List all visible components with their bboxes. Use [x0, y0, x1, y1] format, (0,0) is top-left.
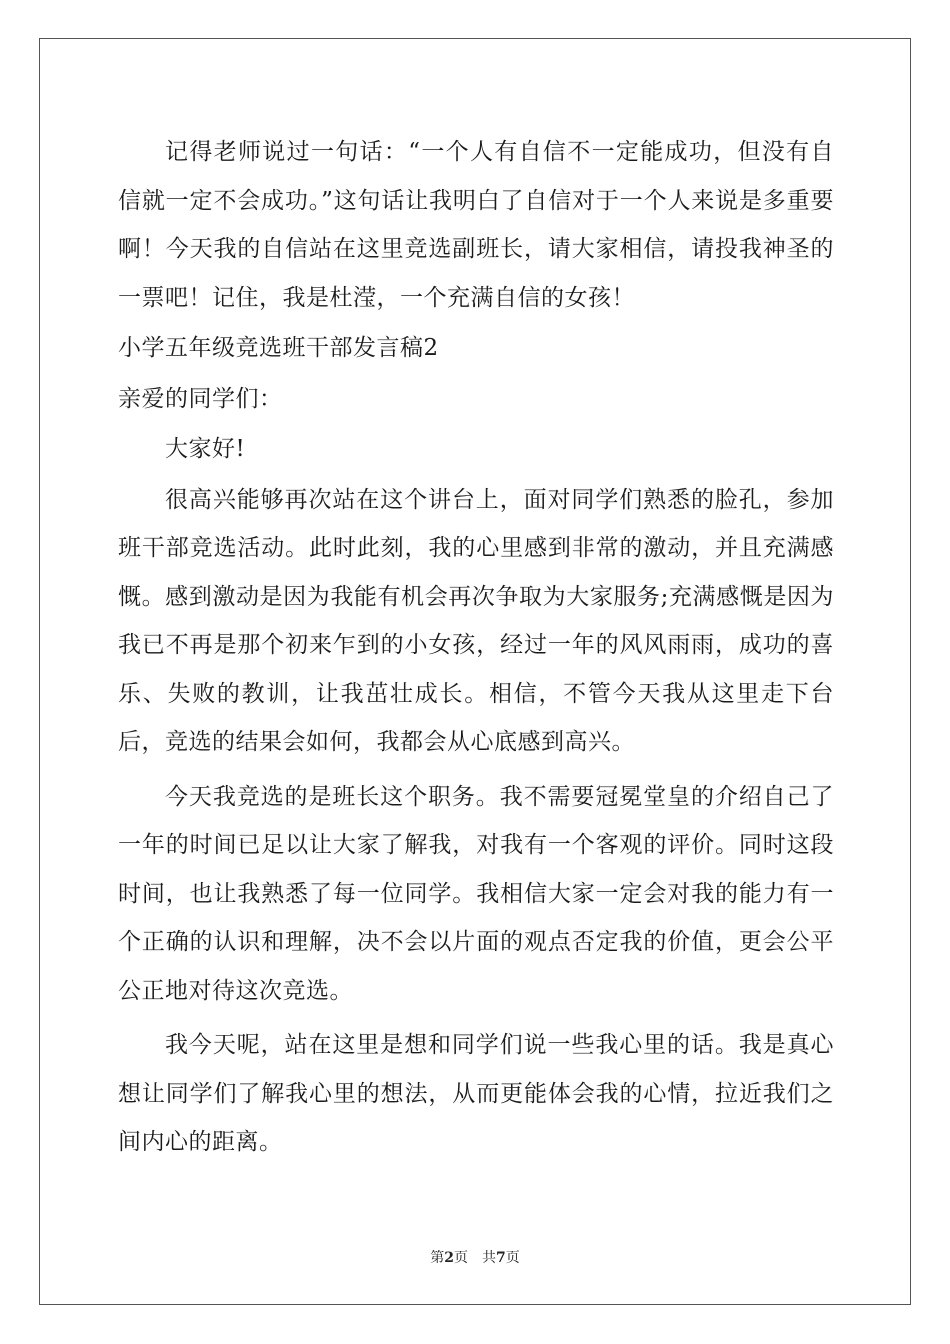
document-title: 小学五年级竞选班干部发言稿2 [118, 335, 439, 361]
total-prefix: 共 [482, 1250, 496, 1266]
page-number: 2 [444, 1250, 454, 1266]
paragraph-confidence: 记得老师说过一句话：“一个人有自信不一定能成功，但没有自信就一定不会成功。”这句话让我明白了自信对于一个人来说是多重要啊！今天我的自信站在这里竞选副班长，请大家相信，请投我神圣的一票吧！记住，我是杜滢，一个充满自信的女孩！ [118, 139, 834, 311]
greeting: 大家好! [165, 436, 246, 462]
total-pages: 7 [496, 1250, 506, 1266]
paragraph-monitor-role: 今天我竞选的是班长这个职务。我不需要冠冕堂皇的介绍自己了一年的时间已足以让大家了解我，对我有一个客观的评价。同时这段时间，也让我熟悉了每一位同学。我相信大家一定会对我的能力有一个正确的认识和理解，决不会以片面的观点否定我的价值，更会公平公正地对待这次竞选。 [118, 783, 834, 1004]
paragraph-introduction: 很高兴能够再次站在这个讲台上，面对同学们熟悉的脸孔，参加班干部竞选活动。此时此刻，我的心里感到非常的激动，并且充满感慨。感到激动是因为我能有机会再次争取为大家服务;充满感慨是因为我已不再是那个初来乍到的小女孩，经过一年的风风雨雨，成功的喜乐、失败的教训，让我茁壮成长。相信，不管今天我从这里走下台后，竞选的结果会如何，我都会从心底感到高兴。 [118, 486, 834, 755]
page-suffix: 页 [454, 1250, 468, 1266]
salutation: 亲爱的同学们： [118, 385, 283, 412]
page-prefix: 第 [430, 1250, 445, 1266]
page-footer [0, 1247, 950, 1267]
paragraph-heart-words: 我今天呢，站在这里是想和同学们说一些我心里的话。我是真心想让同学们了解我心里的想法，从而更能体会我的心情，拉近我们之间内心的距离。 [118, 1032, 834, 1155]
document-body [118, 128, 834, 1167]
total-suffix: 页 [505, 1250, 520, 1266]
